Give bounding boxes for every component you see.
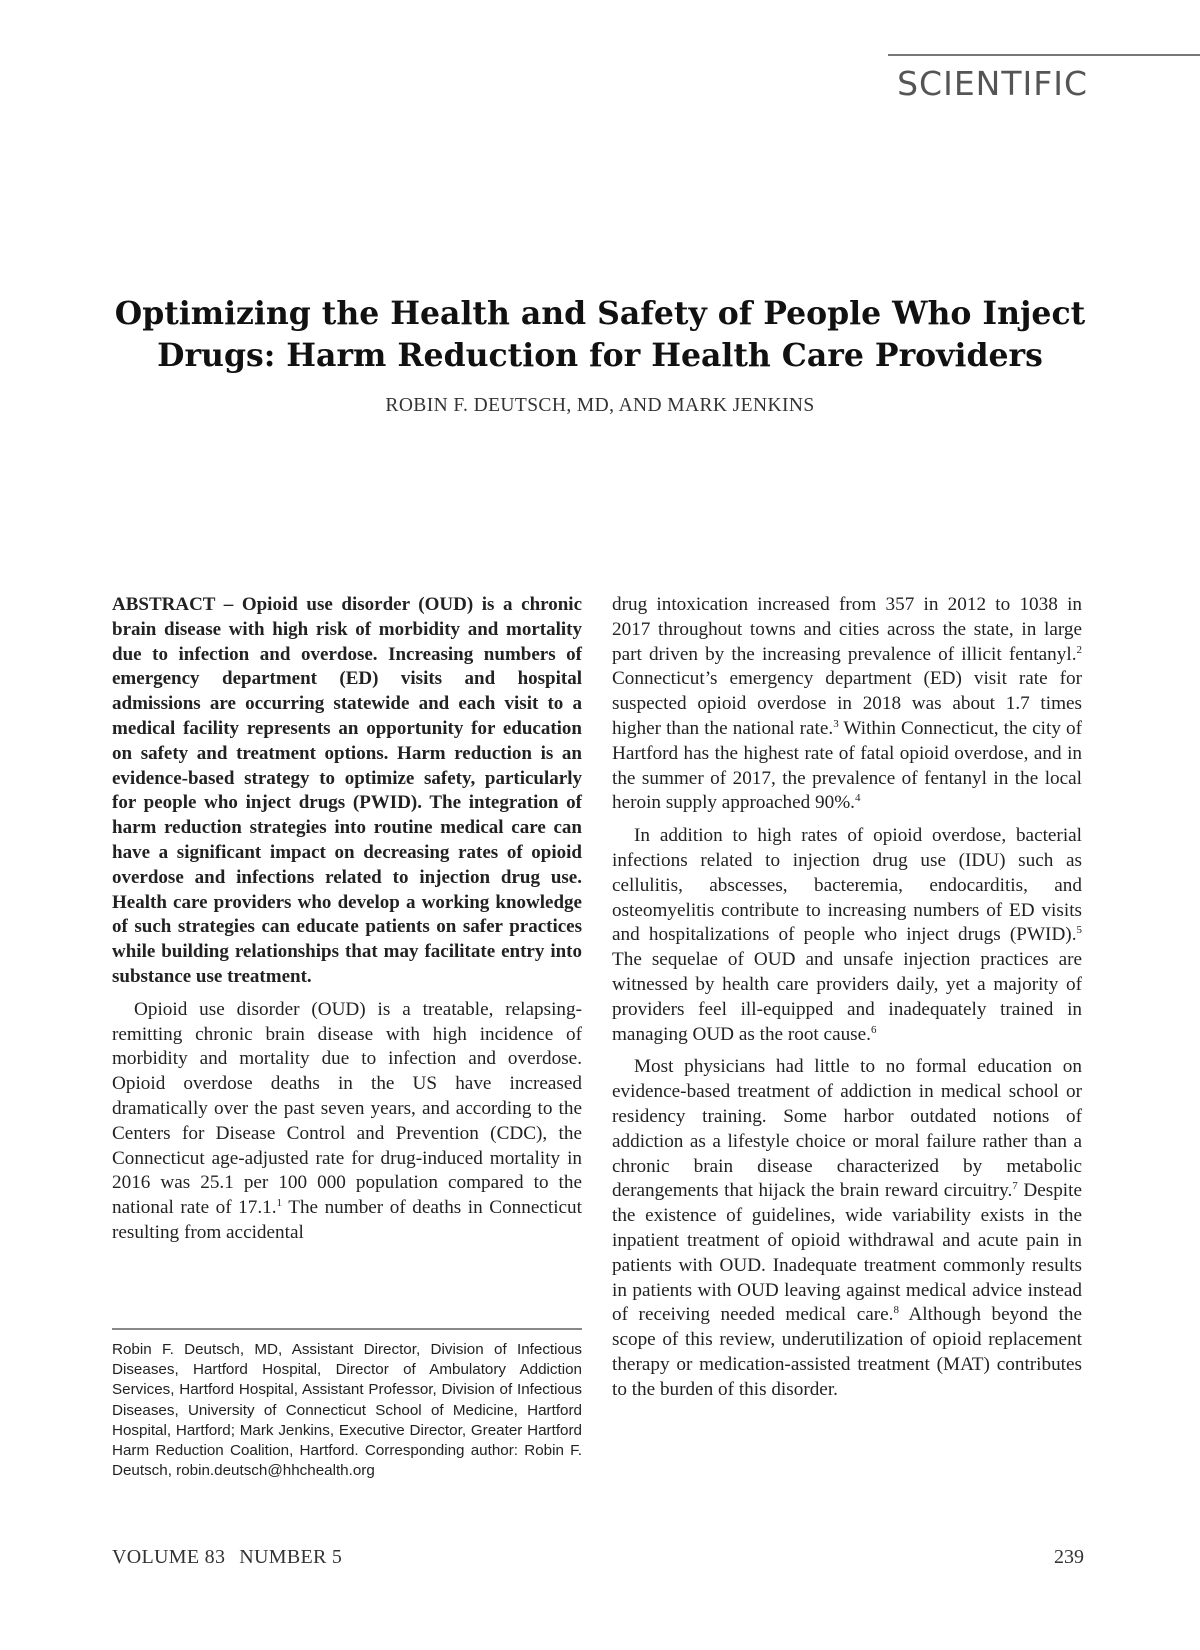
body-text: Opioid use disorder (OUD) is a treatable, relapsing-remitting chronic brain disease with high incidence of morbidity and mortality due to infection and overdose. Opioid overdose deaths in the US have increased dramatically over the past seven years, and according to the Centers for Disease Control and Prevention (CDC), the Connecticut age-adjusted rate for drug-induced mortality in 2016 was 25.1 per 100 000 population compared to the national rate of 17.1. <box>112 998 582 1219</box>
body-text: In addition to high rates of opioid overdose, bacterial infections related to injection drug use (IDU) such as cellulitis, abscesses, bacteremia, endocarditis, and osteomyelitis contribute to increasing numbers of ED visits and hospitalizations of people who inject drugs (PWID). <box>612 825 1082 946</box>
citation-ref: 7 <box>1012 1180 1018 1193</box>
citation-ref: 5 <box>1076 924 1082 937</box>
citation-ref: 4 <box>854 792 861 805</box>
section-label: SCIENTIFIC <box>897 64 1088 103</box>
citation-ref: 1 <box>276 1197 283 1210</box>
section-rule <box>888 54 1200 56</box>
abstract: ABSTRACT – Opioid use disorder (OUD) is a chronic brain disease with high risk of morbidity and mortality due to infection and overdose. Increasing numbers of emergency department (ED) visits and hospital admissions are occurring statewide and each visit to a medical facility represents an opportunity for education on safety and treatment options. Harm reduction is an evidence-based strategy to optimize safety, particularly for people who inject drugs (PWID). The integration of harm reduction strategies into routine medical care can have a significant impact on decreasing rates of opioid overdose and infections related to injection drug use. Health care providers who develop a working knowledge of such strategies can educate patients on safer practices while building relationships that may facilitate entry into substance use treatment. <box>112 594 582 987</box>
body-paragraph-2 <box>612 824 1082 1047</box>
citation-ref: 6 <box>870 1023 877 1036</box>
article-title-line-1: Optimizing the Health and Safety of People Who Inject <box>114 295 1086 332</box>
left-column <box>112 593 582 1246</box>
body-text: The sequelae of OUD and unsafe injection practices are witnessed by health care providers daily, yet a majority of providers feel ill-equipped and inadequately trained in managing OUD as the root cause. <box>612 949 1082 1045</box>
body-paragraph-continued <box>612 593 1082 816</box>
page-number: 239 <box>1054 1546 1084 1568</box>
body-text: Most physicians had little to no formal education on evidence-based treatment of addiction in medical school or residency training. Some harbor outdated notions of addiction as a lifestyle choice or moral failure rather than a chronic brain disease characterized by metabolic derangements that hijack the brain reward circuitry. <box>612 1056 1082 1202</box>
article-title <box>100 293 1100 377</box>
right-column <box>612 593 1082 1403</box>
volume-label: VOLUME 83 <box>112 1546 226 1568</box>
article-title-line-2: Drugs: Harm Reduction for Health Care Providers <box>157 337 1043 374</box>
body-text: drug intoxication increased from 357 in 2012 to 1038 in 2017 throughout towns and cities across the state, in large part driven by the increasing prevalence of illicit fentanyl. <box>612 594 1082 665</box>
journal-issue <box>112 1546 342 1569</box>
article-authors: ROBIN F. DEUTSCH, MD, AND MARK JENKINS <box>385 395 815 416</box>
body-text: The number of deaths in Connecticut resulting from accidental <box>112 1197 582 1243</box>
citation-ref: 2 <box>1076 643 1082 656</box>
body-text: Connecticut’s emergency department (ED) visit rate for suspected opioid overdose in 2018 was about 1.7 times higher than the national rate. <box>612 668 1082 739</box>
body-paragraph-1 <box>112 998 582 1246</box>
body-text: Despite the existence of guidelines, wide variability exists in the inpatient treatment of opioid withdrawal and acute pain in patients with OUD. Inadequate treatment commonly results in patients with OUD leaving against medical advice instead of receiving needed medical care. <box>612 1180 1082 1326</box>
body-paragraph-3 <box>612 1055 1082 1402</box>
footnote-rule <box>112 1328 582 1330</box>
citation-ref: 8 <box>893 1304 899 1317</box>
body-text: Within Connecticut, the city of Hartford has the highest rate of fatal opioid overdose, and in the summer of 2017, the prevalence of fentanyl in the local heroin supply approached 90%. <box>612 717 1082 814</box>
citation-ref: 3 <box>833 717 839 730</box>
number-label: NUMBER 5 <box>239 1546 343 1568</box>
author-footnote: Robin F. Deutsch, MD, Assistant Director, Division of Infectious Diseases, Hartford Hospital, Director of Ambulatory Addiction Services, Hartford Hospital, Assistant Professor, Division of Infectious Diseases, University of Connecticut School of Medicine, Hartford Hospital, Hartford; Mark Jenkins, Executive Director, Greater Hartford Harm Reduction Coalition, Hartford. Corresponding author: Robin F. Deutsch, robin.deutsch@hhchealth.org <box>112 1341 582 1480</box>
body-text: Although beyond the scope of this review, underutilization of opioid replacement therapy or medication-assisted treatment (MAT) contributes to the burden of this disorder. <box>612 1304 1082 1400</box>
